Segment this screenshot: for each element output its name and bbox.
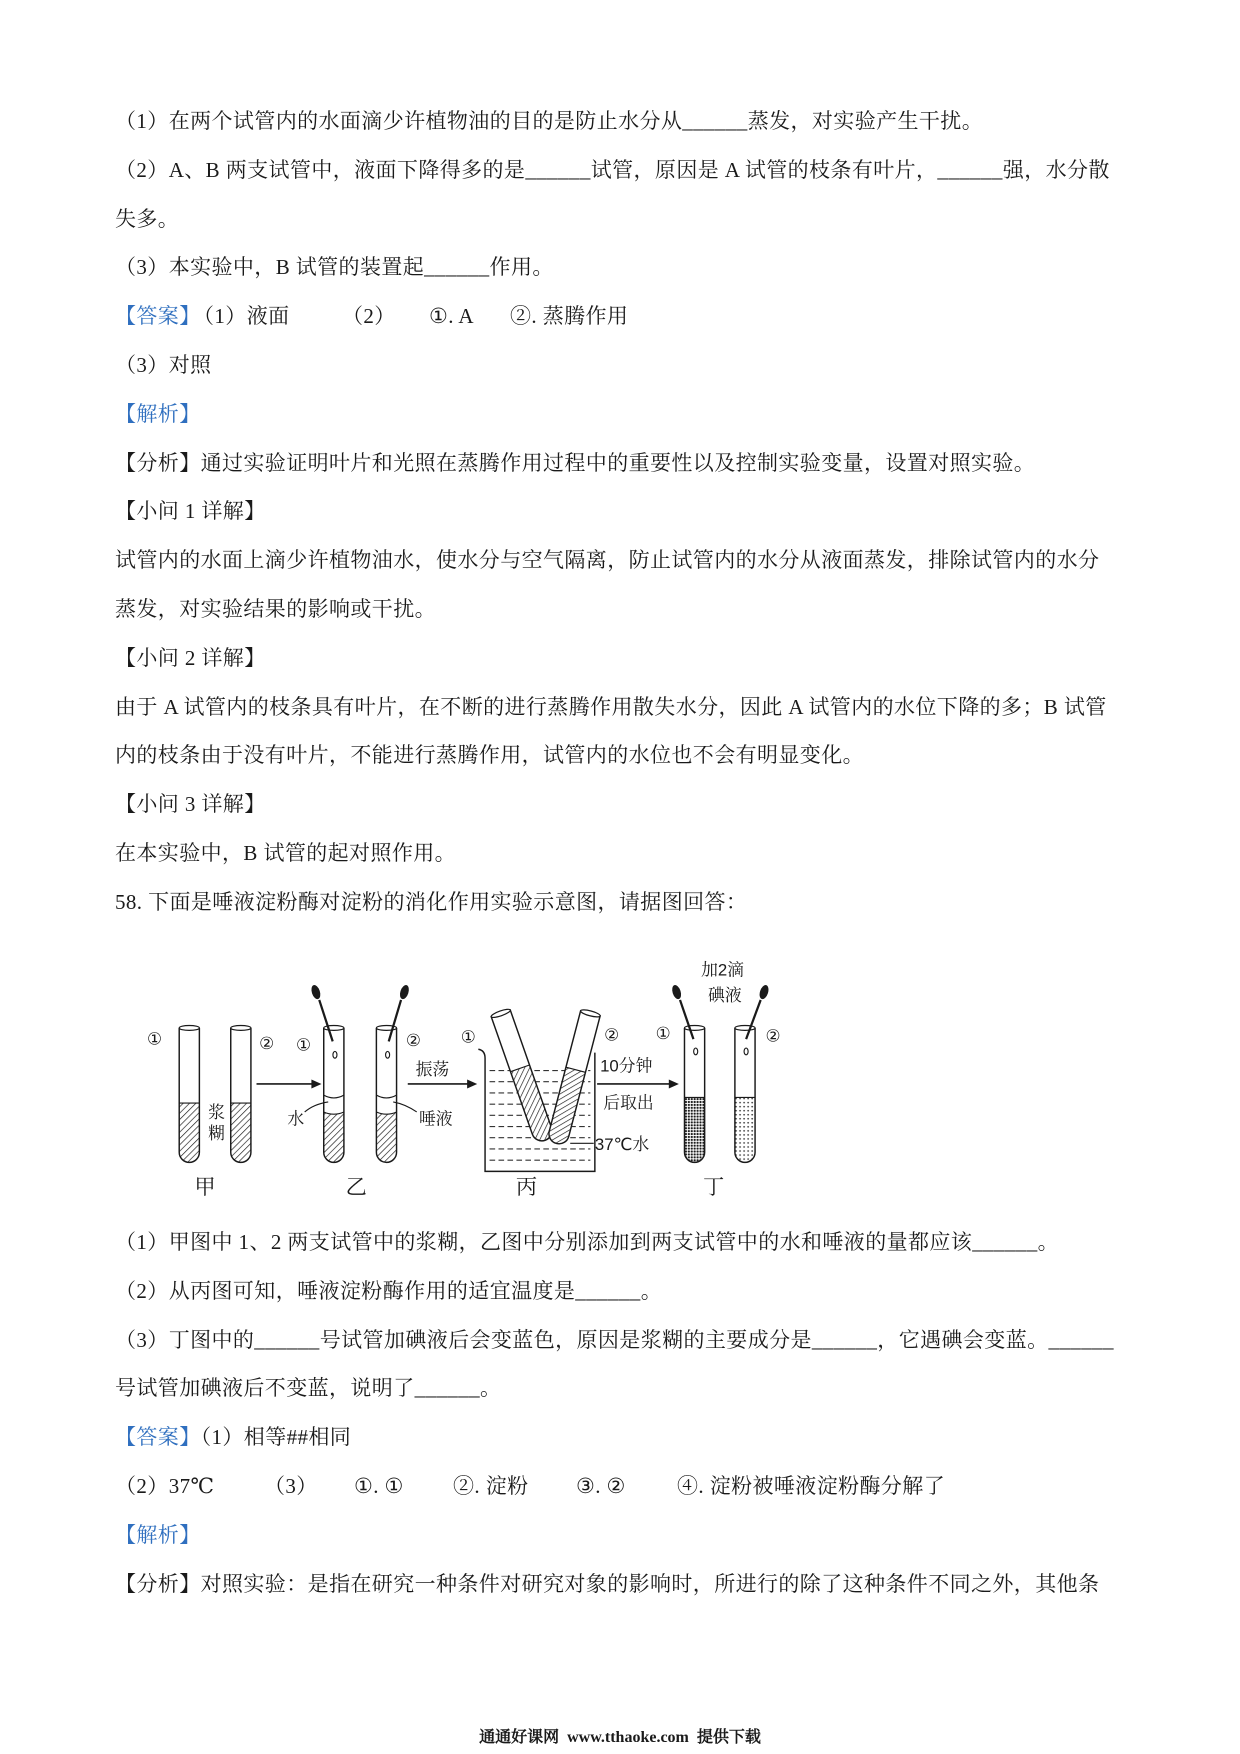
dropper-yi-1-bulb — [310, 984, 322, 1000]
tube-yi-1-water-surface — [324, 1095, 344, 1098]
dropper-yi-1 — [319, 1000, 332, 1041]
tube-ding-1-contents-blue — [684, 1097, 704, 1162]
dropper-yi-2-bulb — [398, 984, 410, 1000]
question-57-block — [115, 97, 1130, 927]
tube-bing-2 — [547, 1008, 601, 1146]
tube-ding-2-contents — [735, 1097, 755, 1162]
question-58-block — [115, 1218, 1130, 1608]
analysis-tag: 【解析】 — [115, 401, 201, 426]
tube-number-1-ding: ① — [655, 1024, 671, 1044]
q57-detail-1-line-1: 试管内的水面上滴少许植物油水，使水分与空气隔离，防止试管内的水分从液面蒸发，排除试管内的水分 — [115, 548, 1100, 573]
tube-yi-2-paste — [376, 1112, 396, 1162]
q57-sub-question-2-line-1: （2）A、B 两支试管中，液面下降得多的是______试管，原因是 A 试管的枝条有叶片，______强，水分散 — [115, 157, 1110, 182]
panel-jia — [147, 1025, 274, 1198]
q58-answer-part-3-2: ②. 淀粉 — [453, 1473, 529, 1498]
q57-detail-3-line-1: 在本实验中，B 试管的起对照作用。 — [115, 840, 457, 865]
q58-answer-part-3-4: ④. 淀粉被唾液淀粉酶分解了 — [677, 1473, 946, 1498]
q57-answer-part-3: （3）对照 — [115, 352, 212, 377]
q57-analysis: 【分析】通过实验证明叶片和光照在蒸腾作用过程中的重要性以及控制实验变量，设置对照实验。 — [115, 450, 1036, 475]
arrow-jia-to-yi — [257, 1079, 322, 1088]
dropper-ding-1-bulb — [671, 984, 683, 1000]
q58-answer-part-3-3: ③. ② — [576, 1473, 626, 1498]
tube-jia-1-paste — [179, 1103, 199, 1162]
q58-analysis: 【分析】对照实验：是指在研究一种条件对研究对象的影响时，所进行的除了这种条件不同之外，其他条 — [115, 1571, 1100, 1596]
tube-ding-1-rim — [684, 1025, 704, 1030]
drop-ding-1 — [694, 1048, 698, 1055]
saliva-label: 唾液 — [418, 1109, 453, 1129]
tube-yi-2-saliva-surface — [376, 1095, 396, 1098]
q57-sub-question-3: （3）本实验中，B 试管的装置起______作用。 — [115, 255, 554, 280]
page-footer: 通通好课网 www.tthaoke.com 提供下载 — [479, 1729, 761, 1746]
q57-detail-2-line-2: 内的枝条由于没有叶片，不能进行蒸腾作用，试管内的水位也不会有明显变化。 — [115, 743, 864, 768]
iodine-label-line-2: 碘液 — [708, 986, 742, 1006]
wait-label-line-2: 后取出 — [603, 1093, 654, 1113]
q58-answer-part-3: （3） — [264, 1473, 318, 1498]
q58-sub-question-2: （2）从丙图可知，唾液淀粉酶作用的适宜温度是______。 — [115, 1278, 663, 1303]
q57-sub-question-1: （1）在两个试管内的水面滴少许植物油的目的是防止水分从______蒸发，对实验产生干扰。 — [115, 109, 984, 133]
tube-number-1-bing: ① — [460, 1027, 476, 1047]
answer-tag: 【答案】 — [115, 1425, 201, 1450]
arrow-bing-to-ding — [597, 1057, 679, 1113]
q57-answer-part-1: （1）液面 — [193, 304, 290, 329]
panel-label-yi: 乙 — [345, 1174, 367, 1199]
water-leader-line — [305, 1102, 329, 1112]
dropper-ding-2 — [746, 1000, 761, 1039]
tube-number-2-ding: ② — [765, 1026, 781, 1046]
arrow-yi-to-bing — [408, 1059, 477, 1088]
amylase-experiment-diagram — [140, 946, 801, 1204]
panel-label-jia: 甲 — [194, 1174, 216, 1199]
q57-answer-part-2: （2） — [342, 304, 396, 329]
tube-jia-2-paste — [231, 1103, 251, 1162]
q58-sub-question-1: （1）甲图中 1、2 两支试管中的浆糊，乙图中分别添加到两支试管中的水和唾液的量都应该______。 — [115, 1230, 1059, 1254]
panel-label-bing: 丙 — [515, 1174, 538, 1199]
paste-label: 浆糊 — [205, 1103, 225, 1146]
tube-bing-2-contents — [547, 1067, 586, 1146]
q58-answer-part-1: （1）相等##相同 — [200, 1425, 352, 1450]
q58-answer-line-1 — [115, 1413, 1130, 1462]
q58-answer-part-2: （2）37℃ — [115, 1473, 215, 1498]
q58-sub-question-3-line-1: （3）丁图中的______号试管加碘液后会变蓝色，原因是浆糊的主要成分是______，它遇碘会变蓝。______ — [115, 1327, 1114, 1352]
tube-number-2-yi: ② — [405, 1030, 421, 1050]
tube-number-2-bing: ② — [604, 1025, 620, 1045]
tube-jia-1-rim — [179, 1025, 199, 1030]
shake-label: 振荡 — [415, 1060, 450, 1079]
tube-jia-2-rim — [231, 1025, 251, 1030]
dropper-ding-1 — [680, 1000, 693, 1039]
dropper-ding-2-bulb — [758, 984, 770, 1000]
q57-detail-1-title: 【小问 1 详解】 — [115, 499, 266, 524]
q57-detail-2-title: 【小问 2 详解】 — [115, 645, 266, 670]
drop-ding-2 — [744, 1048, 748, 1055]
q57-detail-1-line-2: 蒸发，对实验结果的影响或干扰。 — [115, 596, 436, 621]
q57-detail-2-line-1: 由于 A 试管内的枝条具有叶片，在不断的进行蒸腾作用散失水分，因此 A 试管内的水位下降的多；B 试管 — [115, 694, 1107, 719]
tube-bing-1 — [490, 1008, 554, 1144]
drop-yi-2 — [386, 1051, 390, 1058]
panel-label-ding: 丁 — [702, 1174, 725, 1199]
arrow-head — [467, 1079, 477, 1088]
answer-tag: 【答案】 — [115, 304, 201, 329]
q58-sub-question-3-line-2: 号试管加碘液后不变蓝，说明了______。 — [115, 1376, 502, 1401]
q57-detail-3-title: 【小问 3 详解】 — [115, 792, 266, 817]
drop-yi-1 — [333, 1051, 337, 1058]
analysis-tag: 【解析】 — [115, 1522, 201, 1547]
q57-answer-part-2-1: ①. A — [429, 304, 474, 329]
arrow-head — [311, 1079, 321, 1088]
iodine-label-line-1: 加2滴 — [701, 960, 745, 980]
arrow-head — [669, 1079, 679, 1088]
q57-answer-part-2-2: ②. 蒸腾作用 — [510, 304, 629, 329]
tube-number-1-jia: ① — [147, 1029, 163, 1049]
tube-number-2-jia: ② — [259, 1034, 275, 1054]
q57-answer-line — [115, 292, 1130, 341]
tube-yi-1-paste — [324, 1112, 344, 1162]
q58-answer-line-2 — [115, 1462, 1130, 1511]
panel-yi — [287, 984, 452, 1199]
dropper-yi-2 — [389, 1000, 401, 1041]
water-label: 水 — [287, 1109, 305, 1129]
panel-ding — [656, 960, 781, 1198]
wait-label-line-1: 10分钟 — [600, 1056, 653, 1076]
q57-sub-question-2-line-2: 失多。 — [115, 206, 180, 231]
tube-number-1-yi: ① — [296, 1035, 312, 1055]
q58-answer-part-3-1: ①. ① — [354, 1473, 404, 1498]
bath-temperature-label: 37℃水 — [594, 1135, 650, 1155]
q58-stem: 58. 下面是唾液淀粉酶对淀粉的消化作用实验示意图，请据图回答： — [115, 889, 748, 914]
